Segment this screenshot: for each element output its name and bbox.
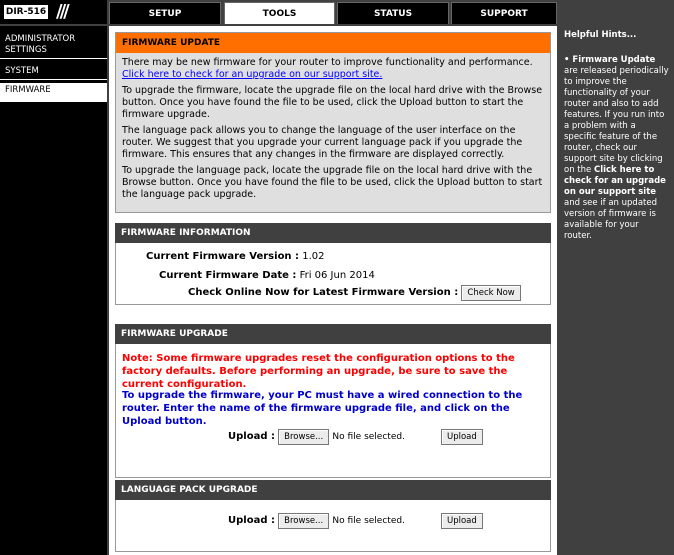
date-value: Fri 06 Jun 2014	[299, 270, 375, 281]
tab-setup[interactable]: SETUP	[109, 2, 221, 24]
hints-body	[559, 47, 674, 242]
section-title: FIRMWARE INFORMATION	[115, 223, 551, 243]
section-title: FIRMWARE UPGRADE	[115, 324, 551, 344]
intro-paragraph: There may be new firmware for your router to improve functionality and performance.	[122, 57, 533, 68]
check-row	[188, 285, 521, 301]
helpful-hints-panel	[559, 26, 674, 555]
language-upload-row	[228, 513, 405, 529]
section-title: LANGUAGE PACK UPGRADE	[115, 480, 551, 500]
firmware-upload-button[interactable]: Upload	[441, 429, 483, 445]
version-row	[146, 251, 325, 262]
sidebar	[0, 26, 107, 555]
hints-text-end: and see if an updated version of firmware is available for your router.	[564, 198, 657, 241]
language-upload-button[interactable]: Upload	[441, 513, 483, 529]
upload-label: Upload :	[228, 515, 275, 526]
hints-bold-firmware-update: • Firmware Update	[564, 55, 656, 65]
model-label: DIR-516	[5, 7, 47, 17]
language-pack-instructions: To upgrade the language pack, locate the upgrade file on the local hard drive with the Browse button. Once you have found the file to be used, click the Upload button to start the language pack upgrade.	[122, 165, 543, 200]
upgrade-note: Note: Some firmware upgrades reset the configuration options to the factory defaults. Before performing an upgrade, be sure to save the current configuration.	[122, 353, 515, 390]
language-browse-button[interactable]: Browse...	[278, 513, 329, 529]
logo-slashes: ///	[56, 1, 67, 22]
main-content	[109, 26, 557, 555]
date-label: Current Firmware Date :	[159, 270, 297, 281]
firmware-update-section	[115, 32, 551, 213]
intro-text	[122, 57, 544, 81]
hints-bold-link: Click here to check for an upgrade on our support site	[564, 165, 666, 197]
support-site-link[interactable]: Click here to check for an upgrade on our support site.	[122, 69, 383, 80]
version-value: 1.02	[302, 251, 325, 262]
language-file-status: No file selected.	[332, 516, 405, 526]
sidebar-item-system[interactable]: SYSTEM	[0, 64, 107, 80]
firmware-file-status: No file selected.	[332, 432, 405, 442]
sidebar-item-firmware[interactable]: FIRMWARE	[0, 83, 107, 102]
tab-status[interactable]: STATUS	[337, 2, 449, 24]
upgrade-instructions: To upgrade the firmware, your PC must have a wired connection to the router. Enter the name of the firmware upgrade file, and click on the Upload button.	[122, 390, 523, 427]
version-label: Current Firmware Version :	[146, 251, 300, 262]
brand-area	[0, 0, 107, 24]
check-now-button[interactable]: Check Now	[461, 285, 520, 301]
language-pack-text: The language pack allows you to change the language of the user interface on the router. We suggest that you upgrade your current language pack if you upgrade the firmware. This ensures that any changes in the firmware are displayed correctly.	[122, 125, 523, 160]
firmware-upgrade-section	[115, 324, 551, 478]
top-bar	[0, 0, 674, 24]
hints-title: Helpful Hints...	[564, 30, 637, 40]
check-label: Check Online Now for Latest Firmware Version :	[188, 287, 459, 298]
tab-tools[interactable]: TOOLS	[224, 2, 335, 24]
firmware-upload-row	[228, 429, 405, 445]
hints-text: are released periodically to improve the functionality of your router and also to add features. If you run into a problem with a specific feature of the router, check our support site by clicking on the	[564, 66, 669, 175]
section-title: FIRMWARE UPDATE	[116, 33, 550, 53]
language-pack-upgrade-section	[115, 480, 551, 552]
upload-label: Upload :	[228, 431, 275, 442]
sidebar-item-administrator-settings[interactable]: ADMINISTRATOR SETTINGS	[0, 32, 107, 59]
firmware-instructions: To upgrade the firmware, locate the upgrade file on the local hard drive with the Browse button. Once you have found the file to be used, click the Upload button to start the firmware upgrade.	[122, 85, 543, 120]
date-row	[159, 270, 375, 281]
tab-support[interactable]: SUPPORT	[451, 2, 557, 24]
firmware-browse-button[interactable]: Browse...	[278, 429, 329, 445]
firmware-information-section	[115, 223, 551, 305]
